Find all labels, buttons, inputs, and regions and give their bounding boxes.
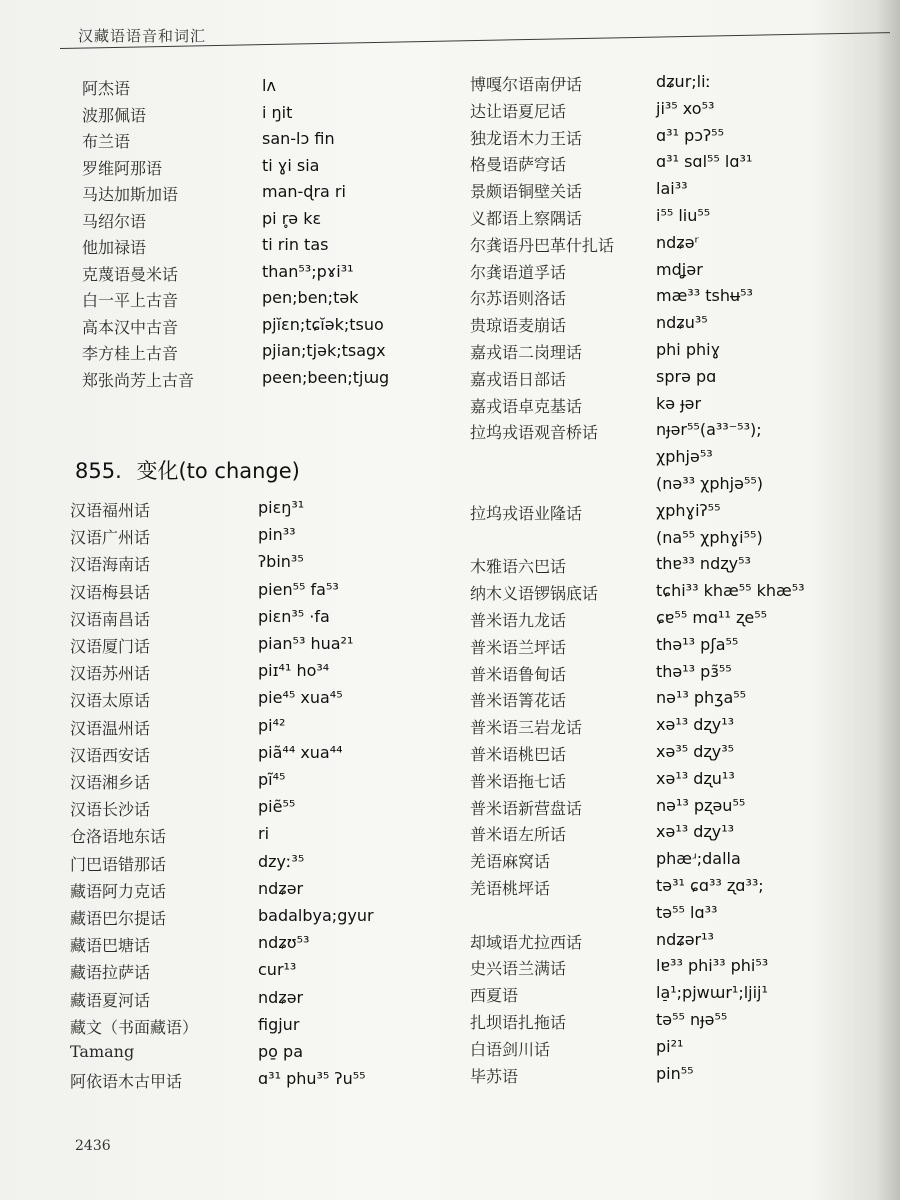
word-form: mdʝər — [656, 259, 703, 279]
section-heading — [75, 455, 300, 485]
word-form: thɐ³³ ndʐy⁵³ — [656, 554, 751, 574]
word-form: xə¹³ dʐy¹³ — [656, 822, 735, 842]
word-form: kə ɟər — [656, 393, 702, 413]
language-name: 达让语夏尼话 — [470, 101, 567, 121]
language-name: 汉语苏州话 — [70, 664, 151, 684]
language-name: 尔龚语道孚话 — [470, 262, 567, 282]
language-name: 嘉戎语二岗理话 — [470, 343, 583, 362]
word-form-continued: tə⁵⁵ lɑ³³ — [656, 902, 718, 922]
word-form: ʔbin³⁵ — [258, 552, 304, 572]
word-form: lʌ — [262, 76, 276, 95]
word-form: phi phiɣ — [656, 340, 721, 359]
language-name: 汉语西安话 — [70, 745, 151, 765]
word-form-continued: (na⁵⁵ χphɣi⁵⁵) — [656, 527, 763, 547]
page-edge-shadow — [876, 0, 900, 1200]
language-name: 普米语鲁甸话 — [470, 664, 567, 684]
word-form: san-lɔ fin — [262, 129, 335, 148]
word-form: pĩ⁴⁵ — [258, 770, 286, 789]
language-name: 羌语桃坪话 — [470, 879, 551, 898]
language-name: 藏语夏河话 — [70, 990, 151, 1010]
word-form: piɪ⁴¹ ho³⁴ — [258, 661, 330, 681]
word-form: xə¹³ dʐu¹³ — [656, 768, 735, 788]
word-form: i ŋit — [262, 102, 293, 122]
word-form: mæ³³ tshʉ⁵³ — [656, 286, 753, 306]
language-name: 尔苏语则洛话 — [470, 289, 567, 309]
word-form: pie⁴⁵ xua⁴⁵ — [258, 688, 343, 708]
language-name: 格曼语萨穹话 — [470, 155, 567, 175]
word-form: pin³³ — [258, 525, 296, 545]
word-form: nɟər⁵⁵(a³³⁻⁵³); — [656, 420, 762, 440]
language-name: 贵琼语麦崩话 — [470, 316, 567, 336]
language-name: 布兰语 — [82, 132, 131, 151]
language-name: 藏语巴塘话 — [70, 936, 151, 956]
language-name: 博嘎尔语南伊话 — [470, 75, 583, 94]
word-form: ri — [258, 824, 270, 844]
language-name: 却域语尤拉西话 — [470, 932, 583, 952]
language-name: 高本汉中古音 — [82, 317, 179, 337]
language-name: 扎坝语扎拖话 — [470, 1013, 567, 1032]
word-form: thə¹³ pʃa⁵⁵ — [656, 634, 739, 654]
word-form: dzyː³⁵ — [258, 851, 305, 871]
language-name: 波那佩语 — [82, 105, 147, 125]
word-form: tɕhi³³ khæ⁵⁵ khæ⁵³ — [656, 581, 805, 601]
language-name: 尔龚语丹巴革什扎话 — [470, 235, 615, 255]
language-name: 普米语九龙话 — [470, 611, 567, 630]
language-name: 藏文（书面藏语） — [70, 1017, 199, 1037]
word-form: ndʑər — [258, 878, 304, 898]
language-name: 史兴语兰满话 — [470, 959, 567, 979]
word-form: pi²¹ — [656, 1036, 684, 1056]
word-form: piɛŋ³¹ — [258, 498, 305, 517]
word-form: pien⁵⁵ fa⁵³ — [258, 579, 339, 599]
language-name: 汉语长沙话 — [70, 800, 151, 820]
language-name: 拉坞戎语观音桥话 — [470, 423, 599, 443]
word-form: piẽ⁵⁵ — [258, 797, 296, 817]
word-form: phæʴ;dalla — [656, 849, 741, 869]
word-form: piã⁴⁴ xua⁴⁴ — [258, 742, 343, 762]
language-name: 汉语厦门话 — [70, 637, 151, 656]
language-name: 普米语兰坪话 — [470, 637, 567, 657]
word-form: tə⁵⁵ nɟə⁵⁵ — [656, 1010, 728, 1029]
language-name: 马达加斯加语 — [82, 185, 179, 204]
language-name: 汉语太原话 — [70, 691, 151, 711]
language-name: 汉语海南话 — [70, 555, 151, 575]
word-form: man-ɖra ri — [262, 182, 346, 201]
word-form: χphɣiʔ⁵⁵ — [656, 500, 721, 520]
running-header: 汉藏语语音和词汇 — [78, 27, 207, 45]
word-form: lai³³ — [656, 179, 688, 199]
language-name: 罗维阿那语 — [82, 158, 163, 178]
word-form: i⁵⁵ liu⁵⁵ — [656, 206, 711, 225]
word-form: ti rin tas — [262, 235, 329, 254]
language-name: 羌语麻窝话 — [470, 852, 551, 872]
word-form: pjian;tjək;tsagx — [262, 341, 386, 360]
word-form-continued: χphjə⁵³ — [656, 447, 713, 467]
word-form: cur¹³ — [258, 960, 297, 980]
language-name: 他加禄语 — [82, 238, 147, 257]
word-form: pi⁴² — [258, 715, 286, 735]
language-name: 白语剑川话 — [470, 1039, 551, 1059]
language-name: 阿杰语 — [82, 79, 131, 98]
language-name: 毕苏语 — [470, 1066, 519, 1086]
language-name: 义都语上察隅话 — [470, 209, 583, 228]
word-form: ndʑʊ⁵³ — [258, 933, 310, 953]
word-form: xə¹³ dʐy¹³ — [656, 715, 735, 735]
section-title: 变化(to change) — [136, 459, 300, 483]
language-name: 普米语左所话 — [470, 825, 567, 845]
word-form-continued: (nə³³ χphjə⁵⁵) — [656, 474, 764, 493]
word-form: po̱ pa — [258, 1042, 303, 1061]
language-name: 汉语南昌话 — [70, 609, 151, 629]
word-form: tə³¹ ɕɑ³³ ʐɑ³³; — [656, 876, 764, 895]
language-name: 独龙语木力王话 — [470, 128, 583, 148]
language-name: 拉坞戎语业隆话 — [470, 503, 583, 523]
language-name: Tamang — [70, 1042, 135, 1061]
language-name: 普米语拖七话 — [470, 771, 567, 791]
word-form: than⁵³;pɤi³¹ — [262, 261, 354, 281]
word-form: la̠¹;pjwɯr¹;ljij¹ — [656, 983, 768, 1003]
word-form: ji³⁵ xo⁵³ — [656, 98, 715, 118]
word-form: dʑur;liː — [656, 72, 711, 91]
word-form: ɕɐ⁵⁵ mɑ¹¹ ʐe⁵⁵ — [656, 608, 768, 627]
word-form: xə³⁵ dʐy³⁵ — [656, 742, 735, 761]
word-form: ndʑər — [258, 987, 304, 1007]
word-form: pen;ben;tək — [262, 288, 359, 307]
word-form: peen;been;tjɯg — [262, 367, 390, 387]
language-name: 汉语温州话 — [70, 718, 151, 738]
language-name: 马绍尔语 — [82, 211, 147, 231]
language-name: 郑张尚芳上古音 — [82, 370, 195, 390]
language-name: 汉语梅县话 — [70, 582, 151, 602]
language-name: 普米语三岩龙话 — [470, 718, 583, 738]
language-name: 仓洛语地东话 — [70, 827, 167, 847]
word-form: ɑ³¹ pɔʔ⁵⁵ — [656, 125, 725, 145]
word-form: piɛn³⁵ ·fa — [258, 606, 330, 626]
language-name: 阿依语木古甲话 — [70, 1072, 183, 1092]
language-name: 木雅语六巴话 — [470, 557, 567, 577]
word-form: thə¹³ pɜ̃⁵⁵ — [656, 661, 732, 681]
language-name: 藏语阿力克话 — [70, 881, 167, 901]
word-form: ndʑu³⁵ — [656, 313, 708, 333]
section-number: 855. — [75, 459, 122, 483]
word-form: pi r̥ə kɛ — [262, 208, 322, 228]
word-form: ɑ³¹ sɑl⁵⁵ lɑ³¹ — [656, 152, 753, 172]
word-form: pjĭɛn;tɕĭək;tsuo — [262, 314, 384, 334]
language-name: 嘉戎语卓克基话 — [470, 396, 583, 416]
page-number: 2436 — [75, 1138, 111, 1154]
word-form: nə¹³ pʐəu⁵⁵ — [656, 795, 746, 815]
language-name: 汉语湘乡话 — [70, 773, 151, 792]
language-name: 李方桂上古音 — [82, 344, 179, 363]
language-name: 嘉戎语日部话 — [470, 369, 567, 389]
word-form: ndʑər¹³ — [656, 929, 714, 949]
language-name: 藏语巴尔提话 — [70, 909, 167, 928]
word-form: badalbya;gyur — [258, 906, 374, 925]
language-name: 普米语桃巴话 — [470, 745, 567, 764]
language-name: 汉语广州话 — [70, 528, 151, 548]
word-form: figjur — [258, 1014, 300, 1034]
language-name: 门巴语错那话 — [70, 854, 167, 874]
language-name: 克蔑语曼米话 — [82, 264, 179, 284]
language-name: 普米语新营盘话 — [470, 798, 583, 818]
word-form: pian⁵³ hua²¹ — [258, 634, 354, 653]
word-form: pin⁵⁵ — [656, 1063, 694, 1083]
language-name: 白一平上古音 — [82, 291, 179, 310]
word-form: nə¹³ phʒa⁵⁵ — [656, 688, 747, 708]
language-name: 汉语福州话 — [70, 501, 151, 520]
language-name: 藏语拉萨话 — [70, 963, 151, 983]
word-form: ndʑəʳ — [656, 232, 699, 252]
word-form: ti ɣi sia — [262, 155, 320, 175]
language-name: 纳木义语锣锅底话 — [470, 584, 599, 604]
word-form: ɑ³¹ phu³⁵ ʔu⁵⁵ — [258, 1069, 366, 1089]
word-form: lɐ³³ phi³³ phi⁵³ — [656, 956, 769, 976]
language-name: 西夏语 — [470, 986, 519, 1006]
language-name: 景颇语铜壁关话 — [470, 182, 583, 202]
word-form: sprə pɑ — [656, 366, 717, 386]
language-name: 普米语箐花话 — [470, 691, 567, 711]
